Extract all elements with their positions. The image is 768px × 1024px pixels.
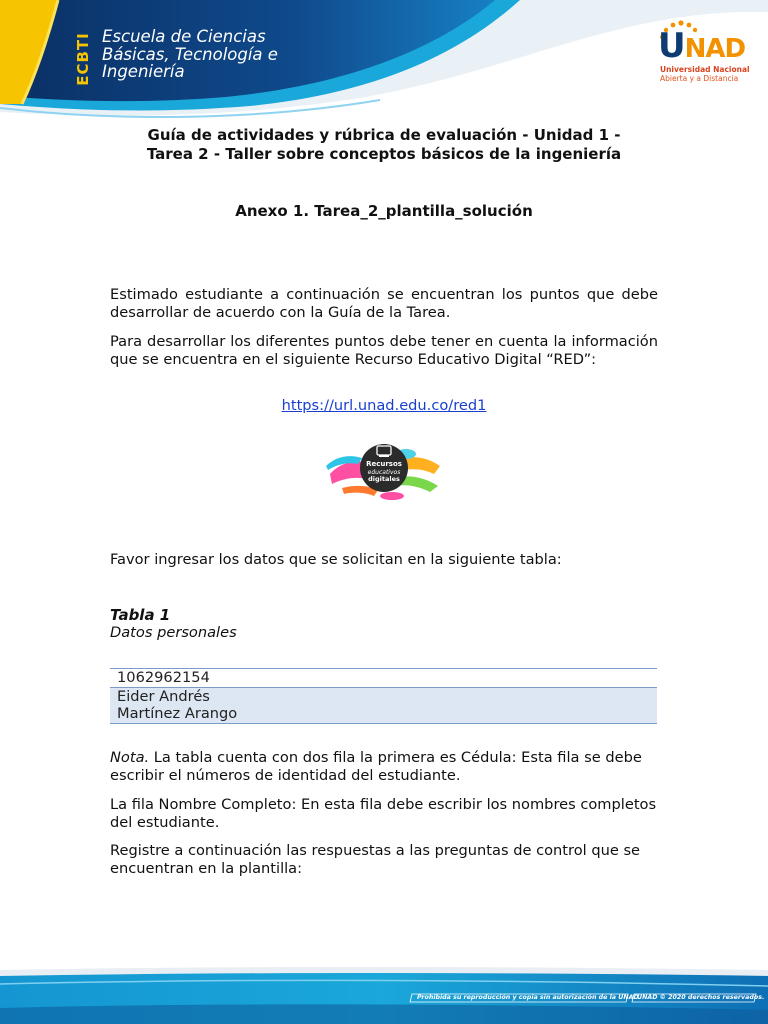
document-title-line1: Guía de actividades y rúbrica de evaluación - Unidad 1 -: [147, 126, 621, 144]
unad-logo: [655, 24, 750, 86]
nota-paragraph: [110, 749, 658, 785]
table-caption: Datos personales: [110, 624, 237, 641]
table-label: Tabla 1: [110, 606, 171, 624]
registre-paragraph: Registre a continuación las respuestas a las preguntas de control que se encuentran en la plantilla:: [110, 842, 641, 877]
school-name-line2: Básicas, Tecnología e: [102, 44, 278, 64]
unad-subtitle-line1: Universidad Nacional: [660, 65, 750, 74]
red-logo-line1: Recursos: [366, 460, 402, 468]
nota-text: La tabla cuenta con dos fila la primera es Cédula: Esta fila se debe escribir el números de identidad del estudiante.: [110, 749, 642, 784]
unad-letters-nad: NAD: [684, 34, 746, 64]
ecbti-text: ECBTI: [74, 32, 93, 86]
school-name-line3: Ingeniería: [102, 62, 185, 81]
unad-subtitle-line2: Abierta y a Distancia: [660, 73, 739, 83]
table-cell-name-line2[interactable]: Martínez Arango: [117, 705, 238, 722]
footer-notice: Prohibida su reproducción y copia sin autorización de la UNAD.: [417, 994, 642, 1001]
footer-wave-graphic: [0, 962, 768, 1024]
table-cell-id[interactable]: 1062962154: [117, 669, 210, 686]
school-name-line1: Escuela de Ciencias: [102, 27, 266, 46]
unad-letter-u: U: [658, 26, 685, 66]
table-cell-name-line1[interactable]: Eider Andrés: [117, 687, 210, 705]
red-link[interactable]: https://url.unad.edu.co/red1: [281, 397, 487, 414]
header-banner: [0, 0, 768, 125]
red-logo: [322, 430, 446, 510]
document-title-line2: Tarea 2 - Taller sobre conceptos básicos de la ingeniería: [146, 145, 622, 163]
nota-label: Nota.: [110, 749, 150, 766]
footer-banner: [0, 962, 768, 1024]
red-logo-line2: educativos: [367, 469, 401, 476]
red-logo-line3: digitales: [368, 475, 400, 483]
instruction-text: Favor ingresar los datos que se solicitan en la siguiente tabla:: [110, 551, 562, 568]
annex-title: Anexo 1. Tarea_2_plantilla_solución: [235, 202, 533, 220]
school-name: [102, 28, 278, 81]
red-paragraph: Para desarrollar los diferentes puntos debe tener en cuenta la información que se encuentra en el siguiente Recurso Educativo Digital “RED”:: [110, 333, 658, 368]
unad-wordmark: [658, 26, 745, 69]
document-title: [110, 126, 658, 164]
unad-subtitle: [660, 66, 750, 83]
intro-paragraph: Estimado estudiante a continuación se encuentran los puntos que debe desarrollar de acuerdo con la Guía de la Tarea.: [110, 286, 658, 321]
footer-copyright: UNAD © 2020 derechos reservados.: [637, 994, 765, 1001]
red-logo-graphic: [322, 430, 446, 510]
ecbti-vertical-label: [70, 28, 96, 90]
fila-paragraph: La fila Nombre Completo: En esta fila debe escribir los nombres completos del estudiante.: [110, 796, 657, 831]
personal-data-table: [110, 668, 657, 724]
table-row-id: [110, 668, 657, 687]
table-row-name: [110, 687, 657, 724]
